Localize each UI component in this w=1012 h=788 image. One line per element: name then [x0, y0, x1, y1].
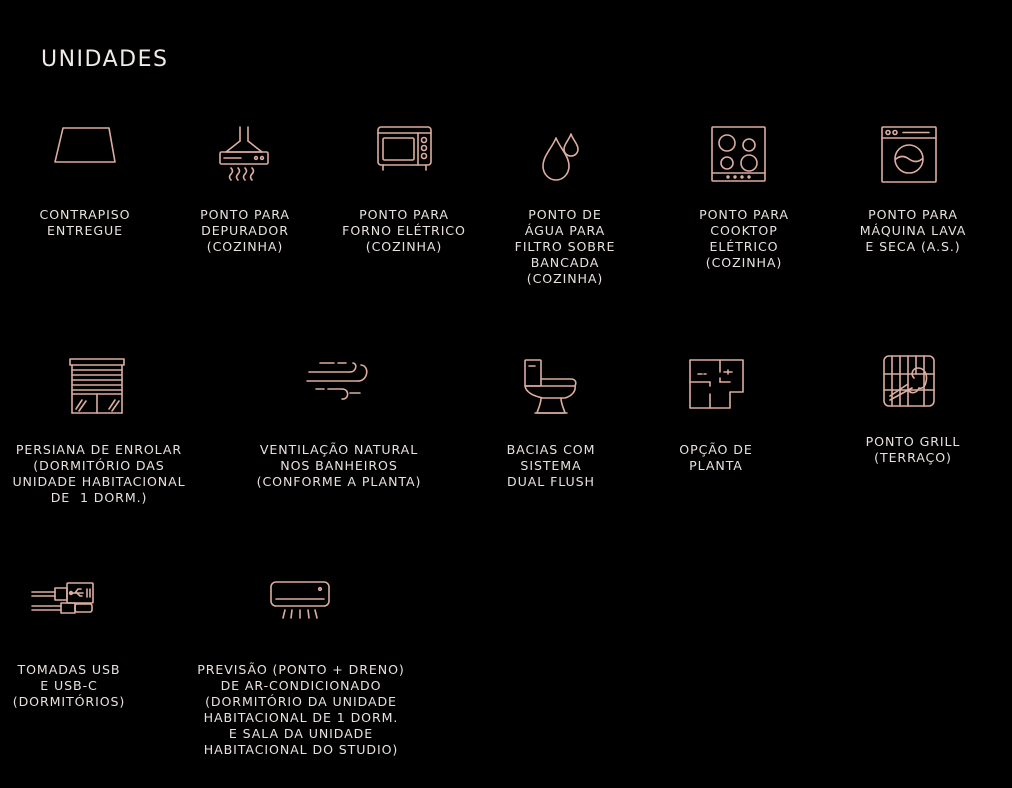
toilet-icon: [521, 358, 581, 416]
item-label-cooktop: PONTO PARA COOKTOP ELÉTRICO (COZINHA): [699, 207, 789, 270]
item-label-floor-plan: OPÇÃO DE PLANTA: [679, 442, 753, 473]
item-label-natural-ventilation: VENTILAÇÃO NATURAL NOS BANHEIROS (CONFORME A PLANTA): [256, 442, 422, 489]
item-label-air-conditioning: PREVISÃO (PONTO + DRENO) DE AR-CONDICIONADO (DORMITÓRIO DA UNIDADE HABITACIONAL DE 1 DORM. E SALA DA UNIDADE HABITACIONAL DO STUDIO): [197, 662, 405, 757]
washing-machine-icon: [881, 126, 938, 184]
item-label-usb-sockets: TOMADAS USB E USB-C (DORMITÓRIOS): [12, 662, 126, 709]
floor-plan-icon: [688, 358, 746, 412]
electric-oven-icon: [377, 126, 433, 172]
item-label-range-hood: PONTO PARA DEPURADOR (COZINHA): [200, 207, 290, 254]
item-label-washing-machine: PONTO PARA MÁQUINA LAVA E SECA (A.S.): [859, 207, 967, 254]
roller-blind-icon: [69, 358, 127, 416]
cooktop-icon: [711, 126, 767, 183]
item-label-roller-blind: PERSIANA DE ENROLAR (DORMITÓRIO DAS UNIDADE HABITACIONAL DE 1 DORM.): [12, 442, 186, 505]
item-label-dual-flush: BACIAS COM SISTEMA DUAL FLUSH: [506, 442, 596, 489]
item-label-electric-oven: PONTO PARA FORNO ELÉTRICO (COZINHA): [342, 207, 466, 254]
grill-icon: [882, 354, 938, 410]
item-label-subfloor: CONTRAPISO ENTREGUE: [39, 207, 131, 238]
subfloor-icon: [54, 126, 118, 166]
item-label-water-filter: PONTO DE ÁGUA PARA FILTRO SOBRE BANCADA (COZINHA): [514, 207, 616, 286]
wind-icon: [306, 360, 372, 404]
range-hood-icon: [217, 126, 271, 184]
item-label-grill: PONTO GRILL (TERRAÇO): [865, 434, 961, 465]
air-conditioner-icon: [270, 581, 332, 621]
water-drops-icon: [540, 130, 586, 184]
section-title: UNIDADES: [41, 47, 169, 72]
usb-plug-icon: [31, 581, 97, 619]
